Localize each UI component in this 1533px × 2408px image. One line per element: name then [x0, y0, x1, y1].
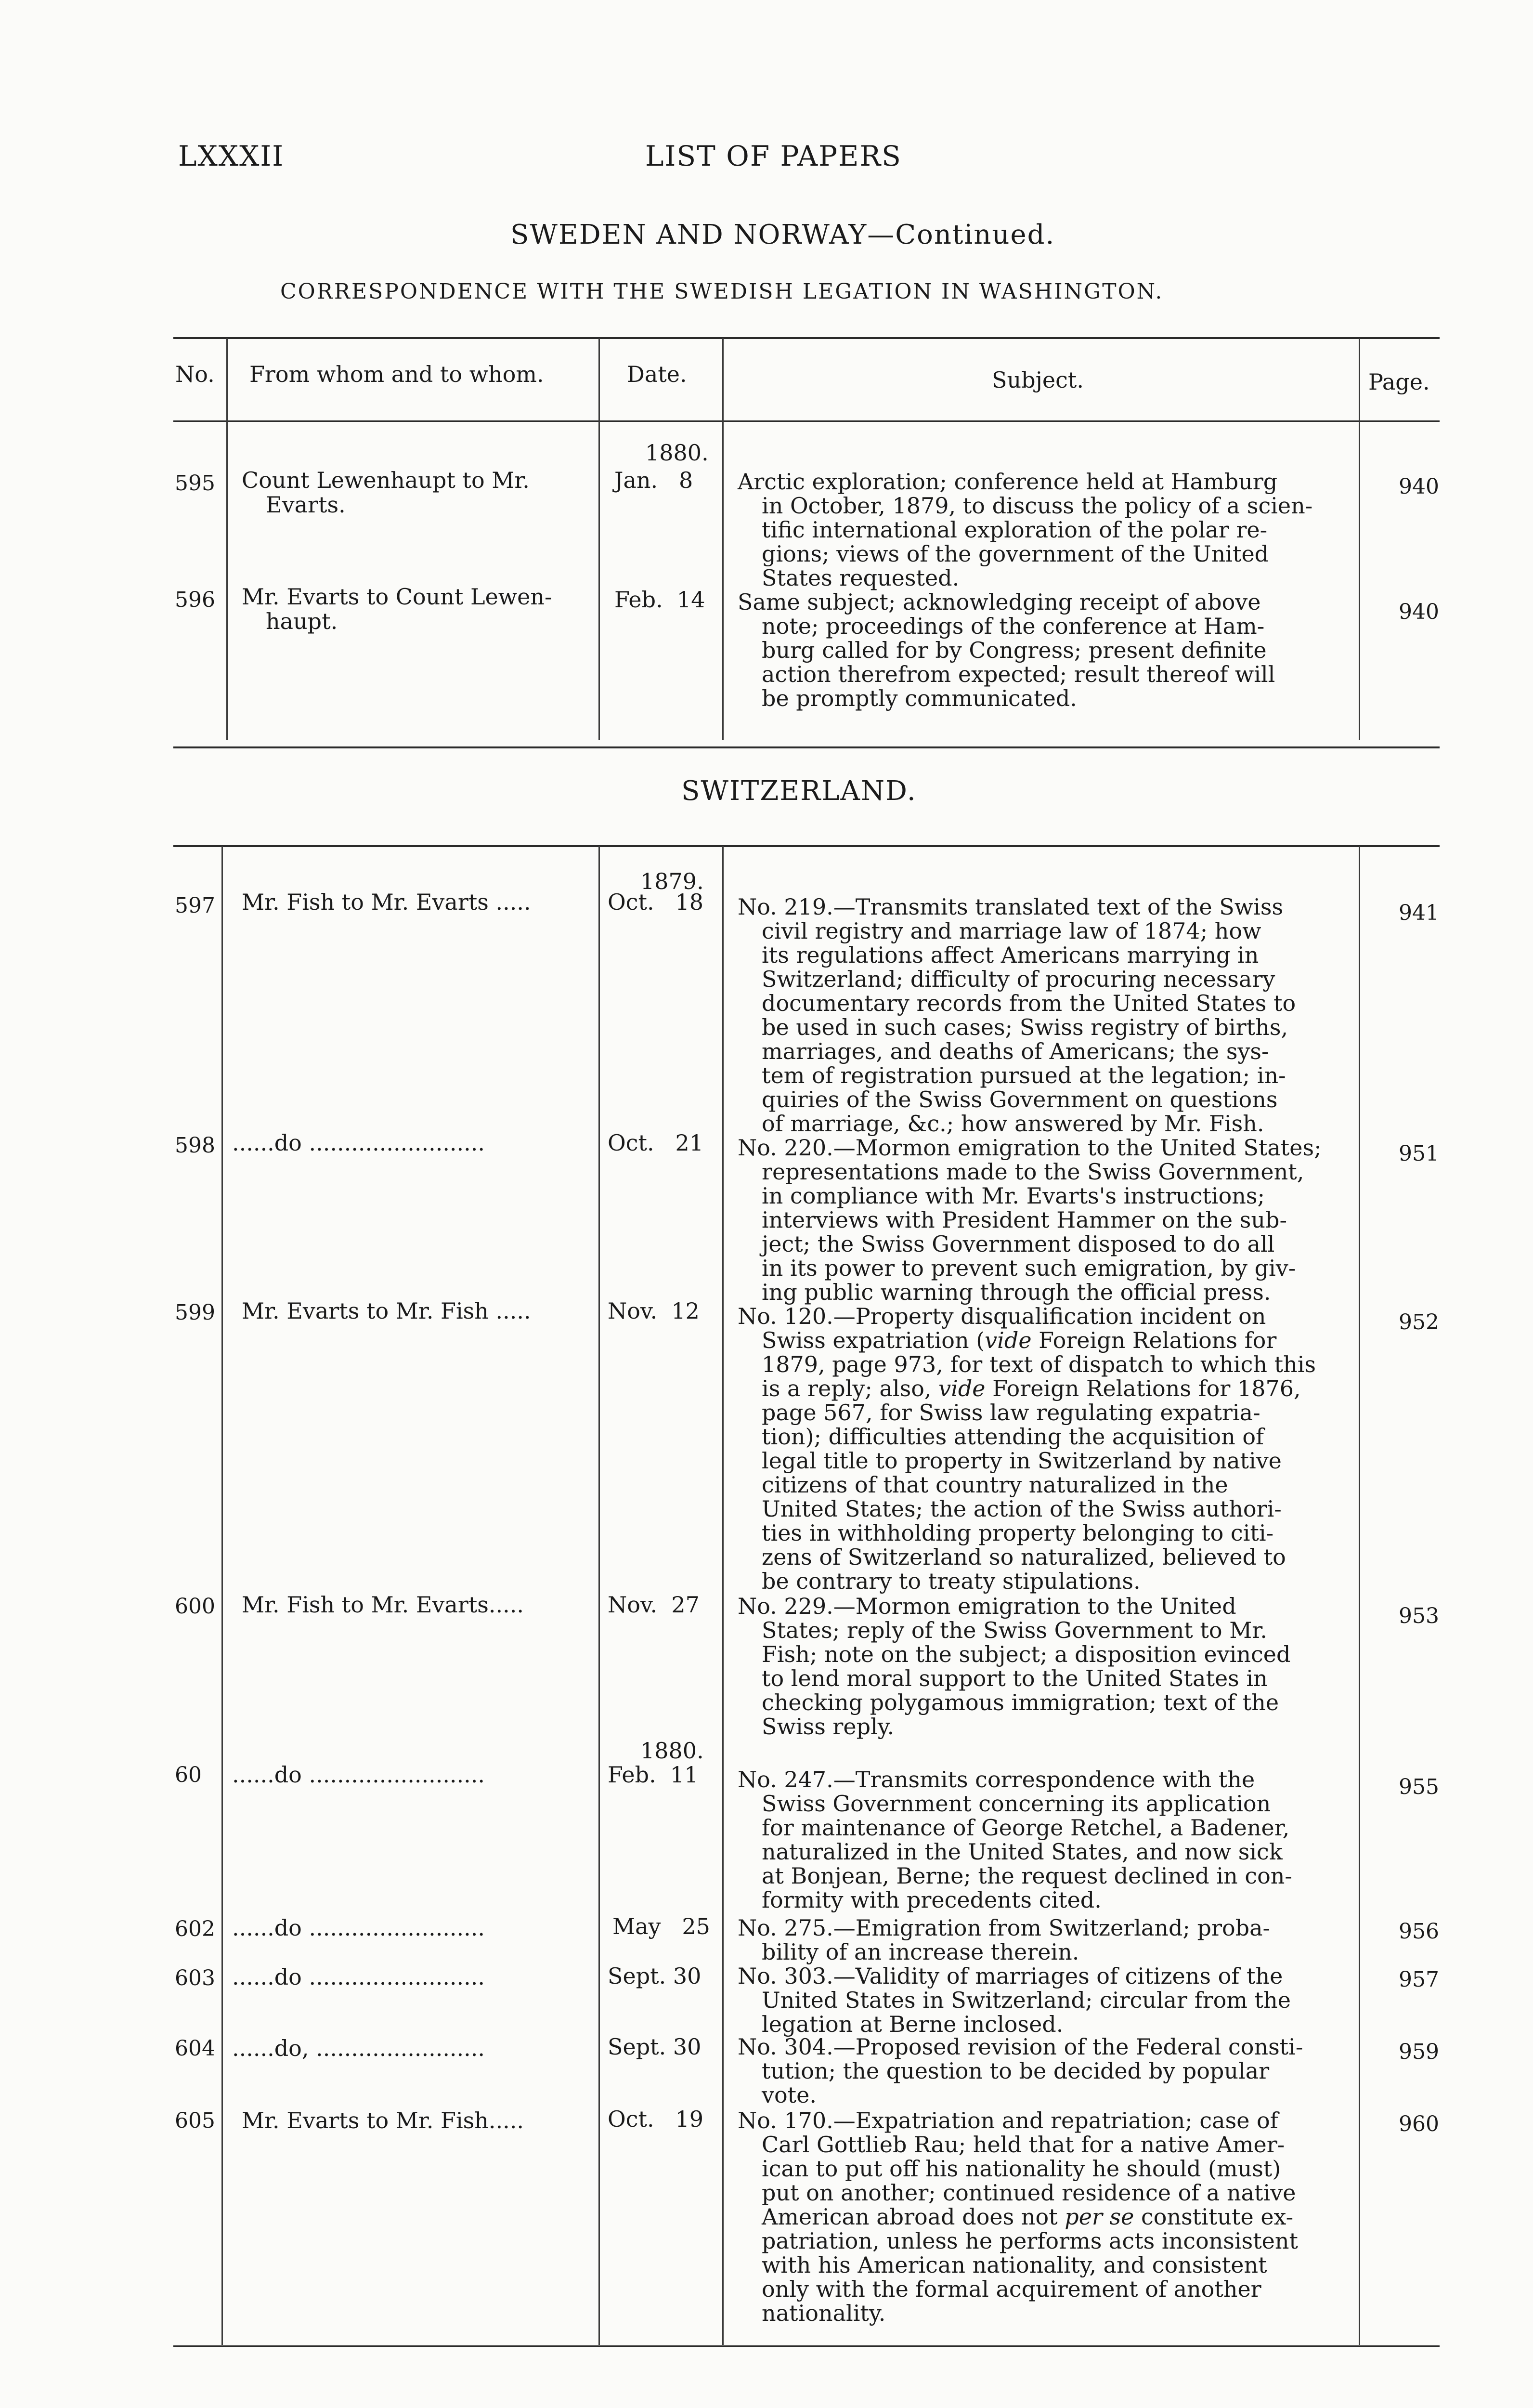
row-number: 596 [175, 588, 215, 612]
row-number: 600 [175, 1594, 215, 1619]
row-from: Mr. Fish to Mr. Evarts ..... [242, 889, 531, 915]
row-subject: No. 304.—Proposed revision of the Federal consti- tution; the question to be decided by popular vote. [738, 2034, 1303, 2108]
row-date: Nov. 12 [608, 1298, 700, 1324]
row-from: ......do, ........................ [232, 2035, 485, 2061]
col-rule [722, 846, 724, 2345]
row-page: 941 [1399, 901, 1439, 925]
row-from: ......do ......................... [232, 1762, 485, 1788]
row-subject: No. 220.—Mormon emigration to the United States; representations made to the Swiss Government, in compliance with Mr. Evarts's instructions; interviews with President Hammer on the sub- ject; the Swiss Government disposed to do all in its power to prevent such emigration, by giv- ing public warning through the official press. [738, 1135, 1322, 1305]
row-page: 957 [1399, 1967, 1439, 1992]
row-date: Oct. 21 [608, 1130, 703, 1156]
row-subject: No. 275.—Emigration from Switzerland; proba- bility of an increase therein. [738, 1915, 1271, 1965]
row-date: Jan. 8 [614, 467, 693, 493]
table-top-rule [173, 337, 1440, 339]
row-number: 604 [175, 2036, 215, 2061]
row-page: 956 [1399, 1919, 1439, 1944]
row-number: 598 [175, 1133, 215, 1158]
col-rule [226, 338, 228, 740]
row-date: Sept. 30 [608, 1963, 702, 1989]
row-number: 599 [175, 1300, 215, 1325]
row-subject: No. 219.—Transmits translated text of the Swiss civil registry and marriage law of 1874; how its regulations affect Americans marrying in Switzerland; difficulty of procuring necessary documentary records from the United States to be used in such cases; Swiss registry of births, marriages, and deaths of Americans; the sys- tem of registration pursued at the legation; in- quiries of the Swiss Government on questions of marriage, &c.; how answered by Mr. Fish. [738, 894, 1296, 1137]
row-date: Sept. 30 [608, 2034, 702, 2060]
table-bottom-rule [173, 2345, 1440, 2347]
row-number: 603 [175, 1966, 215, 1990]
col-rule [1359, 338, 1360, 740]
row-page: 952 [1399, 1310, 1439, 1335]
row-subject: No. 229.—Mormon emigration to the United States; reply of the Swiss Government to Mr. Fish; note on the subject; a disposition evinced to lend moral support to the United States in checking polygamous immigration; text of the Swiss reply. [738, 1593, 1291, 1740]
col-rule [1359, 846, 1360, 2345]
running-title: LIST OF PAPERS [645, 140, 902, 172]
row-date: Nov. 27 [608, 1592, 700, 1618]
row-number: 595 [175, 471, 215, 496]
row-from: ......do ......................... [232, 1130, 485, 1156]
row-date: Feb. 14 [614, 587, 705, 613]
row-subject: Same subject; acknowledging receipt of above note; proceedings of the conference at Ham- burg called for by Congress; present definite action therefrom expected; result thereof will be promptly communicated. [738, 589, 1275, 711]
col-rule [722, 338, 724, 740]
row-number: 605 [175, 2108, 215, 2133]
table-top-rule [173, 845, 1440, 847]
row-page: 940 [1399, 474, 1439, 499]
row-page: 955 [1399, 1775, 1439, 1799]
row-page: 960 [1399, 2112, 1439, 2136]
col-header-date: Date. [627, 361, 687, 387]
row-subject: No. 247.—Transmits correspondence with the Swiss Government concerning its application for maintenance of George Retchel, a Badener, naturalized in the United States, and now sick at Bonjean, Berne; the request declined in con- formity with precedents cited. [738, 1767, 1292, 1913]
row-date: Oct. 19 [608, 2106, 703, 2132]
row-page: 953 [1399, 1604, 1439, 1628]
year-label: 1879. [640, 868, 704, 894]
col-rule [598, 338, 600, 740]
year-label: 1880. [645, 440, 709, 466]
row-from: Count Lewenhaupt to Mr. Evarts. [242, 467, 530, 518]
row-number: 602 [175, 1917, 215, 1941]
row-number: 597 [175, 893, 215, 918]
row-subject: No. 170.—Expatriation and repatriation; case of Carl Gottlieb Rau; held that for a native Amer- ican to put off his nationality he should (must) put on another; continued residence of a native American abroad does not per se constitute ex- patriation, unless he performs acts inconsistent with his American nationality, and consistent only with the formal acquirement of another nationality. [738, 2107, 1299, 2326]
header-rule [173, 420, 1440, 422]
section-subtitle: CORRESPONDENCE WITH THE SWEDISH LEGATION IN WASHINGTON. [280, 279, 1164, 304]
col-rule [221, 846, 223, 2345]
row-number: 60 [175, 1763, 202, 1787]
row-from: ......do ......................... [232, 1964, 485, 1990]
section-title-switzerland: SWITZERLAND. [681, 775, 917, 807]
row-date: May 25 [612, 1913, 710, 1939]
row-from: ......do ......................... [232, 1915, 485, 1941]
year-label: 1880. [640, 1738, 704, 1764]
row-from: Mr. Evarts to Count Lewen- haupt. [242, 584, 552, 634]
row-date: Oct. 18 [608, 889, 703, 915]
col-header-no: No. [175, 361, 215, 387]
row-date: Feb. 11 [608, 1762, 699, 1788]
col-rule [598, 846, 600, 2345]
col-header-subject: Subject. [992, 367, 1084, 393]
section-end-rule [173, 746, 1440, 748]
row-from: Mr. Evarts to Mr. Fish ..... [242, 1298, 531, 1324]
page-number: LXXXII [178, 140, 285, 172]
row-subject: No. 303.—Validity of marriages of citizens of the United States in Switzerland; circular from the legation at Berne inclosed. [738, 1963, 1291, 2037]
col-header-page: Page. [1368, 369, 1430, 395]
row-page: 959 [1399, 2040, 1439, 2064]
row-from: Mr. Evarts to Mr. Fish..... [242, 2107, 524, 2133]
row-page: 940 [1399, 600, 1439, 624]
row-page: 951 [1399, 1141, 1439, 1166]
row-subject: Arctic exploration; conference held at Hamburg in October, 1879, to discuss the policy of a scien- tific international exploration of the polar re- gions; views of the government of the United States requested. [738, 469, 1313, 591]
section-title-sweden: SWEDEN AND NORWAY—Continued. [510, 219, 1055, 250]
row-subject: No. 120.—Property disqualification incident on Swiss expatriation (vide Foreign Relations for 1879, page 973, for text of dispatch to which this is a reply; also, vide Foreign Relations for 1876, page 567, for Swiss law regulating expatria- tion); difficulties attending the acquisition of legal title to property in Switzerland by native citizens of that country naturalized in the United States; the action of the Swiss authori- ties in withholding property belonging to citi- zens of Switzerland so naturalized, believed to be contrary to treaty stipulations. [738, 1303, 1316, 1594]
row-from: Mr. Fish to Mr. Evarts..... [242, 1592, 524, 1618]
col-header-from: From whom and to whom. [249, 361, 544, 387]
